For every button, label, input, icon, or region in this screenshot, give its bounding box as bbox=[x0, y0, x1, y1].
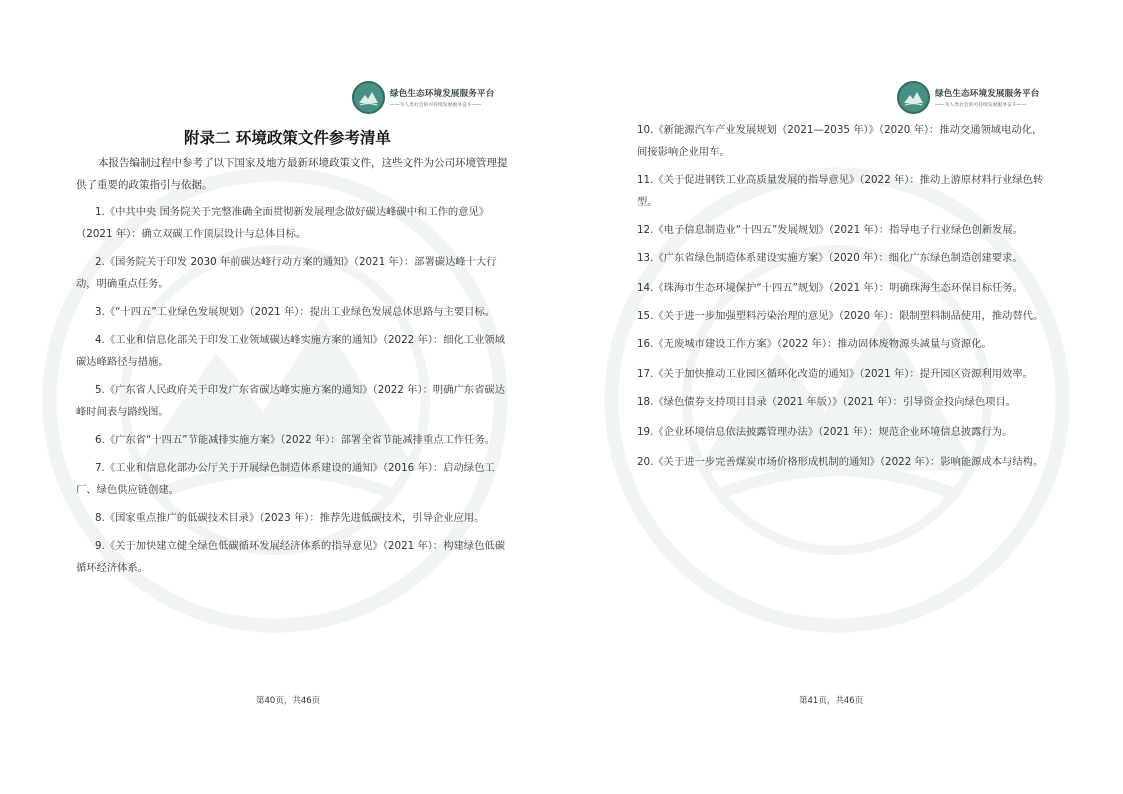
page-40 bbox=[0, 0, 561, 794]
list-item: 2.《国务院关于印发 2030 年前碳达峰行动方案的通知》（2021 年）：部署碳达峰十大行动，明确重点任务。 bbox=[76, 256, 497, 290]
list-item: 12.《电子信息制造业“十四五”发展规划》（2021 年）：指导电子行业绿色创新发展。 bbox=[637, 224, 1024, 236]
page-number: 第41页，共46页 bbox=[799, 696, 864, 706]
page-41 bbox=[562, 0, 1123, 794]
list-item: 14.《珠海市生态环境保护“十四五”规划》（2021 年）：明确珠海生态环保目标任务。 bbox=[637, 282, 1024, 294]
brand-logo-icon bbox=[352, 81, 385, 114]
brand-name: 绿色生态环境发展服务平台 bbox=[390, 89, 495, 99]
list-item: 9.《关于加快建立健全绿色低碳循环发展经济体系的指导意见》（2021 年）：构建绿色低碳循环经济体系。 bbox=[76, 540, 505, 574]
list-item: 20.《关于进一步完善煤炭市场价格形成机制的通知》（2022 年）：影响能源成本与结构。 bbox=[637, 456, 1044, 468]
list-item: 16.《无废城市建设工作方案》（2022 年）：推动固体废物源头减量与资源化。 bbox=[637, 338, 992, 350]
list-item: 1.《中共中央 国务院关于完整准确全面贯彻新发展理念做好碳达峰碳中和工作的意见》（2021 年）：确立双碳工作顶层设计与总体目标。 bbox=[76, 206, 490, 240]
brand-header bbox=[352, 80, 506, 120]
list-item: 5.《广东省人民政府关于印发广东省碳达峰实施方案的通知》（2022 年）：明确广东省碳达峰时间表与路线图。 bbox=[76, 384, 505, 418]
brand-tagline: ——为人类社会的可持续发展服务奋斗—— bbox=[935, 103, 1027, 108]
policy-reference-list bbox=[637, 119, 1045, 479]
list-item: 17.《关于加快推动工业园区循环化改造的通知》（2021 年）：提升园区资源利用效率。 bbox=[637, 368, 1033, 380]
list-item: 18.《绿色债券支持项目目录（2021 年版）》（2021 年）：引导资金投向绿色项目。 bbox=[637, 396, 1017, 408]
list-item: 6.《广东省“十四五”节能减排实施方案》（2022 年）：部署全省节能减排重点工作任务。 bbox=[95, 434, 496, 446]
list-item: 3.《“十四五”工业绿色发展规划》（2021 年）：提出工业绿色发展总体思路与主要目标。 bbox=[95, 306, 496, 318]
appendix-title: 附录二 环境政策文件参考清单 bbox=[184, 129, 391, 147]
list-item: 13.《广东省绿色制造体系建设实施方案》（2020 年）：细化广东绿色制造创建要求。 bbox=[637, 252, 1023, 264]
intro-paragraph: 本报告编制过程中参考了以下国家及地方最新环境政策文件，这些文件为公司环境管理提供了重要的政策指引与依据。 bbox=[76, 157, 508, 191]
brand-logo-icon bbox=[897, 81, 930, 114]
list-item: 15.《关于进一步加强塑料污染治理的意见》（2020 年）：限制塑料制品使用，推动替代。 bbox=[637, 310, 1044, 322]
list-item: 10.《新能源汽车产业发展规划（2021—2035 年）》（2020 年）：推动交通领域电动化，间接影响企业用车。 bbox=[637, 124, 1043, 158]
list-item: 4.《工业和信息化部关于印发工业领域碳达峰实施方案的通知》（2022 年）：细化工业领域碳达峰路径与措施。 bbox=[76, 334, 505, 368]
page-number: 第40页，共46页 bbox=[256, 696, 321, 706]
list-item: 7.《工业和信息化部办公厅关于开展绿色制造体系建设的通知》（2016 年）：启动绿色工厂、绿色供应链创建。 bbox=[76, 462, 495, 496]
list-item: 8.《国家重点推广的低碳技术目录》（2023 年）：推荐先进低碳技术，引导企业应用。 bbox=[95, 512, 485, 524]
list-item: 19.《企业环境信息依法披露管理办法》（2021 年）：规范企业环境信息披露行为。 bbox=[637, 426, 1013, 438]
brand-tagline: ——为人类社会的可持续发展服务奋斗—— bbox=[390, 103, 482, 108]
brand-name: 绿色生态环境发展服务平台 bbox=[935, 89, 1040, 99]
policy-reference-list bbox=[76, 201, 507, 585]
brand-header bbox=[897, 80, 1051, 120]
list-item: 11.《关于促进钢铁工业高质量发展的指导意见》（2022 年）：推动上游原材料行业绿色转型。 bbox=[637, 174, 1044, 208]
